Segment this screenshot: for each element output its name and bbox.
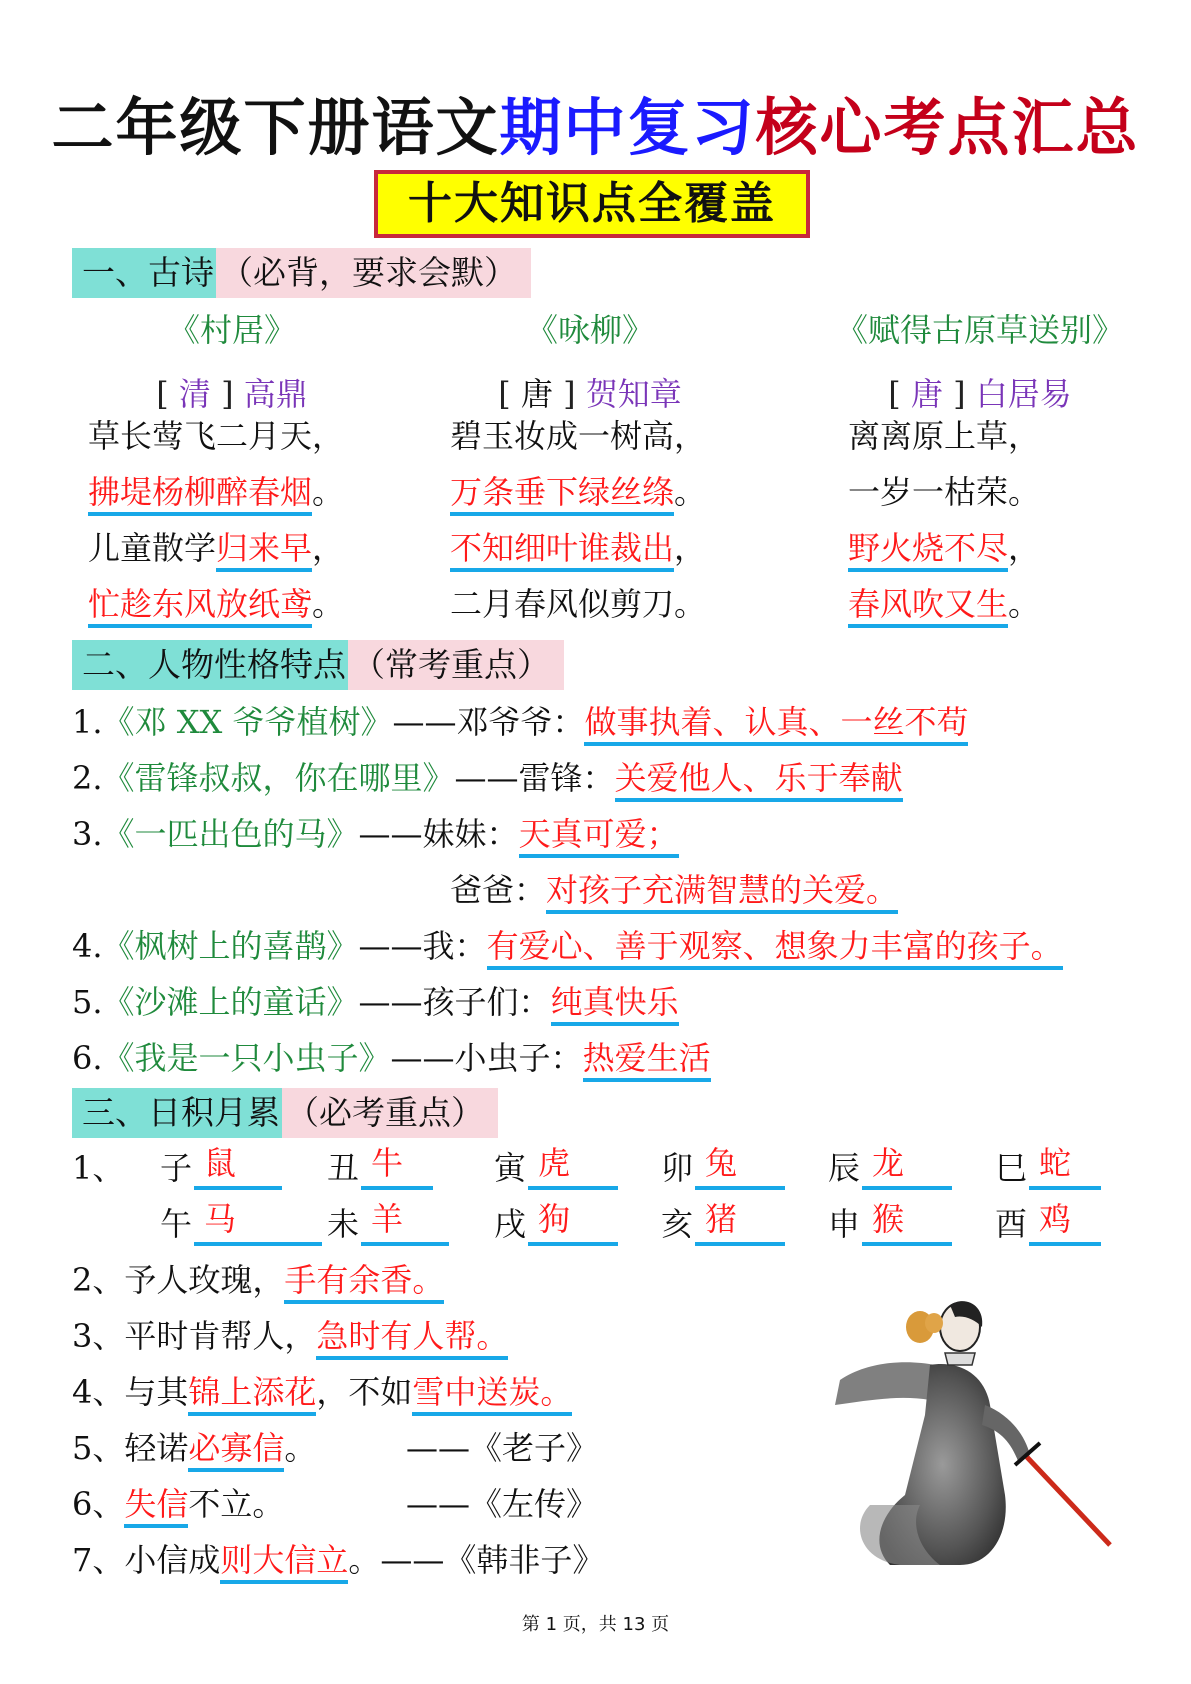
poem-line: 不知细叶谁裁出， (450, 520, 706, 576)
trait-item: 3.《一匹出色的马》——妹妹：天真可爱； (72, 806, 1063, 862)
poem-line: 一岁一枯荣。 (848, 473, 1041, 511)
poem-line: 二月春风似剪刀。 (450, 585, 707, 623)
saying-item: 4、与其锦上添花，不如雪中送炭。 (72, 1364, 604, 1420)
poem-author: [ 唐 ] 贺知章 (498, 375, 682, 413)
section-2-note: （常考重点） (348, 640, 564, 690)
poem-author: [ 清 ] 高鼎 (156, 375, 308, 413)
trait-item: 6.《我是一只小虫子》——小虫子：热爱生活 (72, 1030, 1063, 1086)
poem-line: 春风吹又生。 (848, 576, 1040, 632)
swordsman-icon (760, 1265, 1120, 1565)
poem-yongliu (410, 305, 770, 415)
poem-cunju-lines (88, 408, 344, 632)
poem-line: 万条垂下绿丝绦。 (450, 464, 706, 520)
poem-fude (790, 305, 1170, 415)
title-part-grade: 二年级下册语文 (51, 91, 500, 164)
poem-line: 草长莺飞二月天， (88, 417, 345, 455)
trait-item: 2.《雷锋叔叔，你在哪里》——雷锋：关爱他人、乐于奉献 (72, 750, 1063, 806)
sayings-list (72, 1252, 604, 1588)
page-number: 第 1 页，共 13 页 (521, 1614, 670, 1635)
poem-line: 拂堤杨柳醉春烟。 (88, 464, 344, 520)
saying-item: 7、小信成则大信立。——《韩非子》 (72, 1532, 604, 1588)
saying-item: 5、轻诺必寡信。 ——《老子》 (72, 1420, 604, 1476)
zodiac-cell: 丑 牛 (327, 1140, 494, 1196)
zodiac-cell: 未 羊 (327, 1196, 494, 1252)
zodiac-cell: 寅 虎 (494, 1140, 661, 1196)
zodiac-cell: 子 鼠 (160, 1140, 327, 1196)
poem-title: 《咏柳》 (525, 311, 654, 349)
poem-author: [ 唐 ] 白居易 (888, 375, 1072, 413)
zodiac-cell: 卯 兔 (661, 1140, 828, 1196)
zodiac-cell: 午 马 (160, 1196, 327, 1252)
section-3-title: 三、日积月累 (72, 1088, 282, 1138)
zodiac-row-1: 1、 子 鼠 丑 牛 寅 虎 卯 兔 辰 龙 巳 蛇 (72, 1140, 1162, 1196)
trait-item: 爸爸：对孩子充满智慧的关爱。 (72, 862, 1063, 918)
poem-title: 《赋得古原草送别》 (835, 311, 1124, 349)
swordsman-illustration (760, 1265, 1120, 1565)
saying-item: 6、失信不立。 ——《左传》 (72, 1476, 604, 1532)
zodiac-cell: 巳 蛇 (995, 1140, 1162, 1196)
section-1-title: 一、古诗 (72, 248, 216, 298)
section-1-header (72, 248, 531, 298)
zodiac-cell: 酉 鸡 (995, 1196, 1162, 1252)
poem-title: 《村居》 (167, 311, 296, 349)
section-2-header (72, 640, 564, 690)
character-traits-list (72, 694, 1063, 1086)
section-3-note: （必考重点） (282, 1088, 498, 1138)
trait-item: 4.《枫树上的喜鹊》——我：有爱心、善于观察、想象力丰富的孩子。 (72, 918, 1063, 974)
trait-item: 1.《邓 XX 爷爷植树》——邓爷爷：做事执着、认真、一丝不苟 (72, 694, 1063, 750)
section-2-title: 二、人物性格特点 (72, 640, 348, 690)
title-part-summary: 核心考点汇总 (755, 91, 1140, 164)
subtitle-banner: 十大知识点全覆盖 (374, 170, 810, 238)
section-1-note: （必背，要求会默） (216, 248, 531, 298)
zodiac-row-2 (72, 1196, 1162, 1252)
poem-line: 野火烧不尽， (848, 520, 1040, 576)
trait-item: 5.《沙滩上的童话》——孩子们：纯真快乐 (72, 974, 1063, 1030)
zodiac-cell: 申 猴 (828, 1196, 995, 1252)
poem-line: 离离原上草， (848, 417, 1041, 455)
poem-fude-lines (848, 408, 1040, 632)
page-title (0, 78, 1191, 167)
section-3-header (72, 1088, 498, 1138)
poem-line: 儿童散学归来早， (88, 520, 344, 576)
poem-line: 忙趁东风放纸鸢。 (88, 576, 344, 632)
title-part-midterm: 期中复习 (499, 91, 756, 164)
saying-source: ——《老子》 (406, 1429, 599, 1467)
zodiac-cell: 亥 猪 (661, 1196, 828, 1252)
saying-item: 2、予人玫瑰，手有余香。 (72, 1252, 604, 1308)
zodiac-cell: 戌 狗 (494, 1196, 661, 1252)
saying-item: 3、平时肯帮人，急时有人帮。 (72, 1308, 604, 1364)
poem-line: 碧玉妆成一树高， (450, 417, 707, 455)
poem-cunju (52, 305, 412, 415)
saying-source: ——《韩非子》 (380, 1541, 605, 1579)
zodiac-table (72, 1140, 1162, 1252)
poem-yongliu-lines (450, 408, 706, 632)
zodiac-cell: 辰 龙 (828, 1140, 995, 1196)
saying-source: ——《左传》 (406, 1485, 599, 1523)
